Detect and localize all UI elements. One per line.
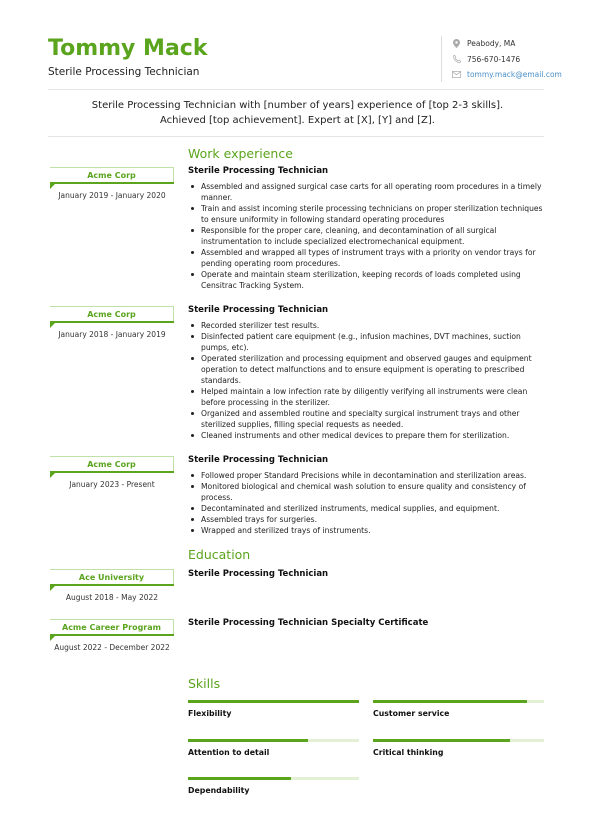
list-item: Recorded sterilizer test results. [188, 320, 548, 331]
tag-notch [50, 636, 55, 641]
job-bullets [188, 181, 548, 291]
summary-text: Sterile Processing Technician with [number of years] experience of [top 2-3 skills]. Achieved [top achievement]. Expert at [X], [Y] and [Z]. [91, 100, 504, 126]
skill-level-bar [188, 700, 359, 703]
skill-label: Customer service [373, 709, 450, 718]
company-tag: Acme Corp [50, 167, 174, 183]
list-item: Operated sterilization and processing equipment and observed gauges and equipment operation to detect malfunctions and to ensure equipment is operating to prescribed standards. [188, 353, 548, 386]
candidate-role: Sterile Processing Technician [48, 66, 200, 78]
job-bullets [188, 470, 548, 536]
list-item: Responsible for the proper care, cleaning, and decontamination of all surgical instrumentation to include specialized electromechanical equipment. [188, 225, 548, 247]
tag-notch [50, 473, 55, 478]
job-dates: January 2018 - January 2019 [58, 330, 166, 339]
tag-underline [50, 584, 174, 586]
list-item: Cleaned instruments and other medical devices to prepare them for sterilization. [188, 430, 548, 441]
map-pin-icon [452, 39, 461, 48]
job-dates: January 2023 - Present [69, 480, 155, 489]
company-tag: Acme Corp [50, 456, 174, 472]
tag-underline [50, 471, 174, 473]
skill-label: Dependability [188, 786, 250, 795]
list-item: Disinfected patient care equipment (e.g., infusion machines, DVT machines, suction pumps, etc). [188, 331, 548, 353]
divider [48, 136, 544, 137]
skill-level-bar [373, 739, 510, 742]
skill-level-bar [373, 700, 527, 703]
education-heading: Education [188, 547, 251, 562]
skill-level-bar [188, 739, 308, 742]
envelope-icon [452, 70, 461, 79]
skill-label: Attention to detail [188, 748, 270, 757]
company-tag: Acme Corp [50, 306, 174, 322]
location-text: Peabody, MA [467, 39, 516, 49]
job-title: Sterile Processing Technician [188, 455, 329, 465]
contact-phone [452, 52, 551, 68]
education-dates: August 2018 - May 2022 [65, 593, 159, 602]
list-item: Organized and assembled routine and specialty surgical instrument trays and other sterilized supplies, filling special requests as needed. [188, 408, 548, 430]
contact-location [452, 36, 551, 52]
phone-text: 756-670-1476 [467, 54, 521, 64]
tag-underline [50, 182, 174, 184]
tag-notch [50, 184, 55, 189]
tag-underline [50, 321, 174, 323]
email-link[interactable]: tommy.mack@email.com [467, 70, 562, 80]
resume-header [48, 36, 562, 86]
job-title: Sterile Processing Technician [188, 166, 329, 176]
phone-icon [452, 55, 461, 64]
list-item: Decontaminated and sterilized instruments, medical supplies, and equipment. [188, 503, 548, 514]
candidate-name: Tommy Mack [48, 36, 208, 61]
job-dates: January 2019 - January 2020 [58, 191, 166, 200]
list-item: Monitored biological and chemical wash solution to ensure quality and consistency of process. [188, 481, 548, 503]
skill-label: Critical thinking [373, 748, 444, 757]
degree-title: Sterile Processing Technician Specialty Certificate [188, 618, 429, 628]
tag-notch [50, 323, 55, 328]
education-dates: August 2022 - December 2022 [54, 643, 170, 652]
list-item: Assembled trays for surgeries. [188, 514, 548, 525]
tag-notch [50, 586, 55, 591]
list-item: Followed proper Standard Precisions while in decontamination and sterilization areas. [188, 470, 548, 481]
school-tag: Acme Career Program [50, 619, 174, 635]
contact-block [441, 36, 562, 82]
list-item: Operate and maintain steam sterilization, keeping records of loads completed using Censitrac Tracking System. [188, 269, 548, 291]
job-title: Sterile Processing Technician [188, 305, 329, 315]
contact-email[interactable] [452, 67, 562, 83]
skill-label: Flexibility [188, 709, 232, 718]
skills-heading: Skills [188, 676, 221, 691]
list-item: Helped maintain a low infection rate by diligently verifying all instruments were clean before processing in the sterilizer. [188, 386, 548, 408]
list-item: Assembled and wrapped all types of instrument trays with a priority on vendor trays for pending operating room procedures. [188, 247, 548, 269]
list-item: Assembled and assigned surgical case carts for all operating room procedures in a timely manner. [188, 181, 548, 203]
list-item: Wrapped and sterilized trays of instruments. [188, 525, 548, 536]
tag-underline [50, 634, 174, 636]
skill-level-bar [188, 777, 291, 780]
job-bullets [188, 320, 548, 441]
school-tag: Ace University [50, 569, 174, 585]
degree-title: Sterile Processing Technician [188, 569, 329, 579]
work-experience-heading: Work experience [188, 146, 293, 161]
divider [48, 89, 544, 90]
list-item: Train and assist incoming sterile processing technicians on proper sterilization techniques to ensure uniformity in following standard operating procedures [188, 203, 548, 225]
